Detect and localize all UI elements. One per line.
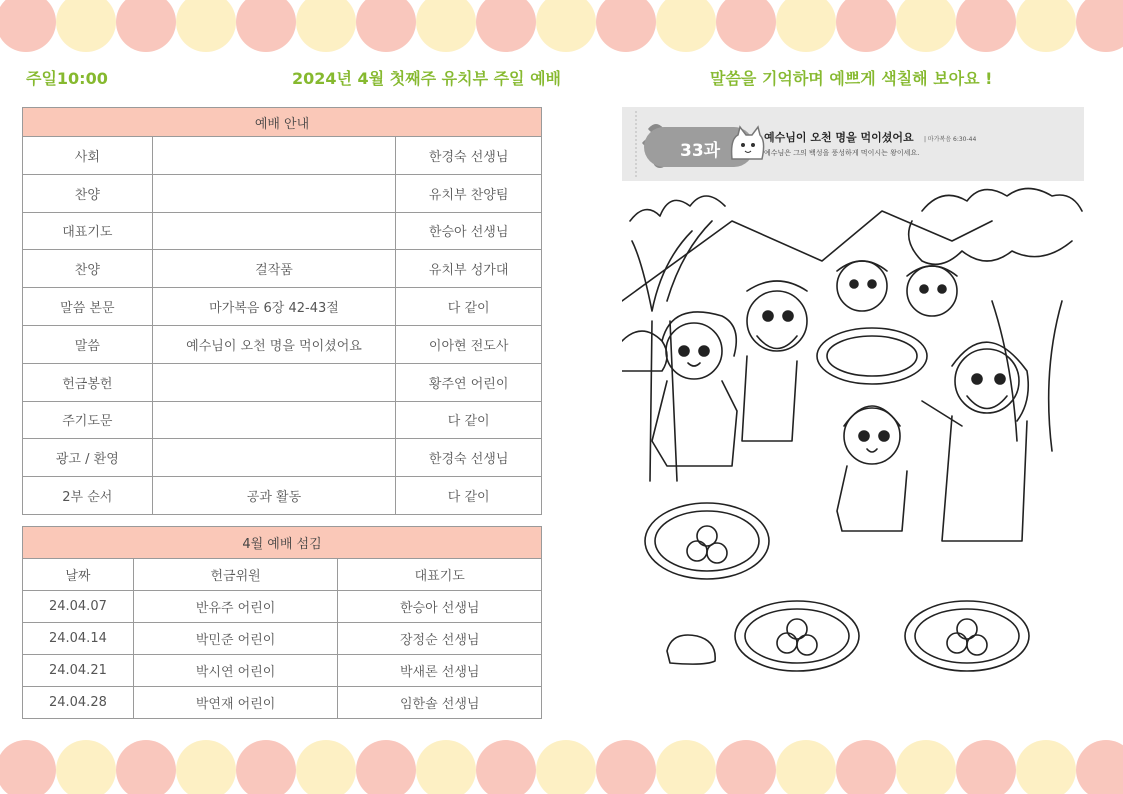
disciple-figure-icon xyxy=(907,266,957,316)
scallop-bump xyxy=(236,740,296,794)
service-leader: 유치부 성가대 xyxy=(396,250,542,288)
service-date: 24.04.28 xyxy=(23,687,134,719)
service-content: 마가복음 6장 42-43절 xyxy=(152,288,396,326)
lesson-reference: | 마가복음 6:30-44 xyxy=(924,136,977,143)
service-item: 사회 xyxy=(23,137,153,175)
scallop-bump xyxy=(176,740,236,794)
scallop-bump xyxy=(836,0,896,52)
prayer-leader: 박새론 선생님 xyxy=(338,655,542,687)
scallop-bump xyxy=(596,740,656,794)
coloring-instruction: 말씀을 기억하며 예쁘게 색칠해 보아요 ! xyxy=(710,69,993,88)
service-item: 대표기도 xyxy=(23,212,153,250)
offering-member: 박시연 어린이 xyxy=(133,655,338,687)
scallop-bump xyxy=(776,740,836,794)
service-leader: 다 같이 xyxy=(396,477,542,515)
scallop-bump xyxy=(56,0,116,52)
service-content: 공과 활동 xyxy=(152,477,396,515)
service-item: 2부 순서 xyxy=(23,477,153,515)
table-row xyxy=(23,212,542,250)
lesson-subtitle: 예수님은 그의 백성을 풍성하게 먹이시는 왕이세요. xyxy=(764,149,920,157)
scallop-bump xyxy=(0,740,56,794)
column-header-prayer: 대표기도 xyxy=(338,559,542,591)
scallop-bump xyxy=(536,740,596,794)
service-order-heading: 예배 안내 xyxy=(23,108,542,137)
service-leader: 이아현 전도사 xyxy=(396,325,542,363)
scallop-bump xyxy=(1076,0,1123,52)
table-row xyxy=(23,591,542,623)
table-row xyxy=(23,623,542,655)
service-date: 24.04.21 xyxy=(23,655,134,687)
monthly-service-heading: 4월 예배 섬김 xyxy=(23,527,542,559)
prayer-leader: 장정순 선생님 xyxy=(338,623,542,655)
disciple-figure-icon xyxy=(742,281,807,441)
scallop-bump xyxy=(536,0,596,52)
basket-icon xyxy=(905,601,1029,671)
lesson-number: 33과 xyxy=(680,141,721,161)
service-content xyxy=(152,363,396,401)
service-item: 말씀 xyxy=(23,325,153,363)
scallop-bump xyxy=(776,0,836,52)
scallop-bump xyxy=(296,0,356,52)
child-figure-icon xyxy=(837,406,907,531)
table-row xyxy=(23,288,542,326)
table-row xyxy=(23,250,542,288)
scallop-bump xyxy=(476,740,536,794)
service-date: 24.04.07 xyxy=(23,591,134,623)
service-date: 24.04.14 xyxy=(23,623,134,655)
table-row xyxy=(23,477,542,515)
bottom-scallop-border xyxy=(0,740,1123,794)
scallop-bump xyxy=(716,0,776,52)
rock-icon xyxy=(667,635,715,664)
service-item: 광고 / 환영 xyxy=(23,439,153,477)
scallop-bump xyxy=(836,740,896,794)
service-time: 주일10:00 xyxy=(26,69,108,88)
scallop-bump xyxy=(116,0,176,52)
scallop-bump xyxy=(656,740,716,794)
scallop-bump xyxy=(896,740,956,794)
scallop-bump xyxy=(476,0,536,52)
scallop-bump xyxy=(1016,0,1076,52)
table-row xyxy=(23,137,542,175)
basket-icon xyxy=(735,601,859,671)
service-leader: 한승아 선생님 xyxy=(396,212,542,250)
scallop-bump xyxy=(896,0,956,52)
column-header-offering: 헌금위원 xyxy=(133,559,338,591)
disciple-figure-icon xyxy=(837,261,887,311)
scallop-bump xyxy=(716,740,776,794)
monthly-service-table xyxy=(22,526,542,719)
scallop-bump xyxy=(596,0,656,52)
prayer-leader: 임한솔 선생님 xyxy=(338,687,542,719)
service-content xyxy=(152,212,396,250)
table-row xyxy=(23,363,542,401)
service-leader: 다 같이 xyxy=(396,288,542,326)
service-leader: 한경숙 선생님 xyxy=(396,439,542,477)
jesus-figure-icon xyxy=(922,342,1028,541)
service-leader: 다 같이 xyxy=(396,401,542,439)
column-header-date: 날짜 xyxy=(23,559,134,591)
scallop-bump xyxy=(1016,740,1076,794)
service-content: 예수님이 오천 명을 먹이셨어요 xyxy=(152,325,396,363)
service-leader: 황주연 어린이 xyxy=(396,363,542,401)
service-content xyxy=(152,137,396,175)
scallop-bump xyxy=(956,740,1016,794)
scallop-bump xyxy=(56,740,116,794)
scallop-bump xyxy=(236,0,296,52)
scallop-bump xyxy=(416,740,476,794)
scallop-bump xyxy=(956,0,1016,52)
service-leader: 유치부 찬양팀 xyxy=(396,174,542,212)
scallop-bump xyxy=(0,0,56,52)
table-row xyxy=(23,401,542,439)
table-row xyxy=(23,687,542,719)
service-item: 말씀 본문 xyxy=(23,288,153,326)
scallop-bump xyxy=(656,0,716,52)
table-row xyxy=(23,655,542,687)
service-content xyxy=(152,401,396,439)
service-content xyxy=(152,439,396,477)
service-leader: 한경숙 선생님 xyxy=(396,137,542,175)
table-row xyxy=(23,439,542,477)
lesson-title: 예수님이 오천 명을 먹이셨어요 xyxy=(764,131,914,144)
service-content: 걸작품 xyxy=(152,250,396,288)
tree-left-icon xyxy=(630,196,725,481)
activity-banner xyxy=(622,107,1084,181)
basket-icon xyxy=(645,503,769,579)
scallop-bump xyxy=(416,0,476,52)
service-item: 찬양 xyxy=(23,174,153,212)
service-title: 2024년 4월 첫째주 유치부 주일 예배 xyxy=(292,69,561,88)
table-row xyxy=(23,174,542,212)
service-content xyxy=(152,174,396,212)
offering-member: 박민준 어린이 xyxy=(133,623,338,655)
scallop-bump xyxy=(356,740,416,794)
scallop-bump xyxy=(116,740,176,794)
prayer-leader: 한승아 선생님 xyxy=(338,591,542,623)
scallop-bump xyxy=(176,0,236,52)
table-row xyxy=(23,325,542,363)
scallop-bump xyxy=(1076,740,1123,794)
woman-figure-icon xyxy=(652,312,737,466)
offering-member: 박연재 어린이 xyxy=(133,687,338,719)
service-item: 주기도문 xyxy=(23,401,153,439)
service-item: 찬양 xyxy=(23,250,153,288)
cat-mascot-icon xyxy=(726,125,766,165)
offering-member: 반유주 어린이 xyxy=(133,591,338,623)
top-scallop-border xyxy=(0,0,1123,60)
scallop-bump xyxy=(356,0,416,52)
scallop-bump xyxy=(296,740,356,794)
service-item: 헌금봉헌 xyxy=(23,363,153,401)
service-order-table xyxy=(22,107,542,515)
coloring-illustration xyxy=(622,181,1084,673)
